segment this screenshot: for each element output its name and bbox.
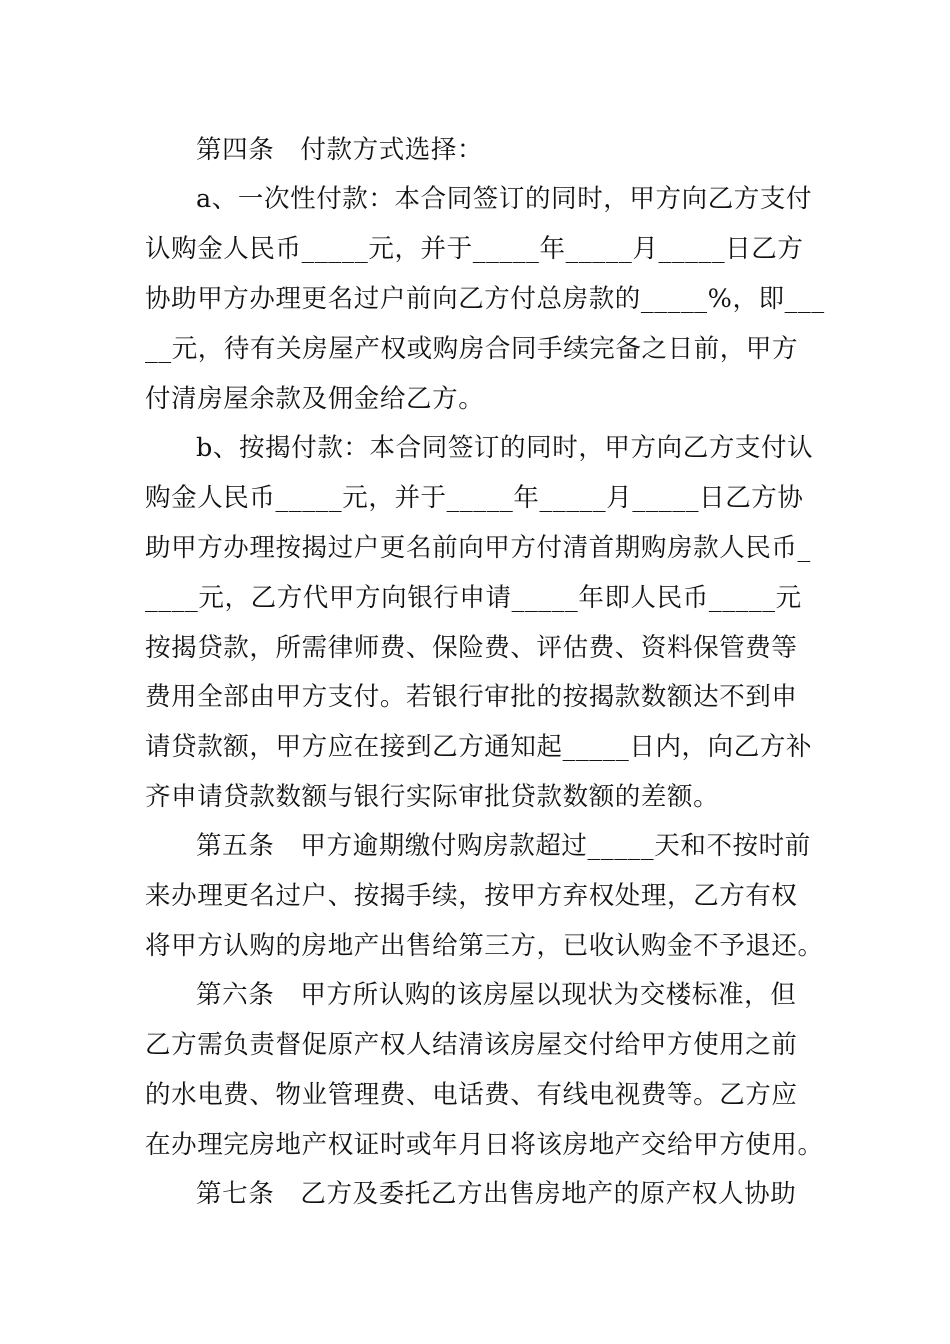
text-line: 认购金人民币_____元，并于_____年_____月_____日乙方 — [145, 234, 804, 264]
article-7-line: 第七条 乙方及委托乙方出售房地产的原产权人协助 — [196, 1179, 797, 1209]
text-line: 乙方需负责督促原产权人结清该房屋交付给甲方使用之前 — [145, 1030, 798, 1060]
text-line: 助甲方办理按揭过户更名前向甲方付清首期购房款人民币_ — [145, 533, 811, 563]
text-line: 付清房屋余款及佣金给乙方。 — [145, 384, 485, 414]
text-line: 费用全部由甲方支付。若银行审批的按揭款数额达不到申 — [145, 682, 798, 712]
text-line: 协助甲方办理更名过户前向乙方付总房款的_____%，即___ — [145, 284, 825, 314]
text-line: 来办理更名过户、按揭手续，按甲方弃权处理，乙方有权 — [145, 881, 798, 911]
text-line: 齐申请贷款数额与银行实际审批贷款数额的差额。 — [145, 782, 720, 812]
text-line: a、一次性付款：本合同签订的同时，甲方向乙方支付 — [196, 184, 813, 214]
text-line: 按揭贷款，所需律师费、保险费、评估费、资料保管费等 — [145, 633, 798, 663]
text-line: ____元，乙方代甲方向银行申请_____年即人民币_____元 — [145, 583, 802, 613]
text-line: 将甲方认购的房地产出售给第三方，已收认购金不予退还。 — [145, 931, 824, 961]
text-line: 购金人民币_____元，并于_____年_____月_____日乙方协 — [145, 483, 804, 513]
text-line: __元，待有关房屋产权或购房合同手续完备之日前，甲方 — [145, 334, 799, 364]
article-5-line: 第五条 甲方逾期缴付购房款超过_____天和不按时前 — [196, 831, 811, 861]
article-6-line: 第六条 甲方所认购的该房屋以现状为交楼标准，但 — [196, 980, 797, 1010]
text-line: 请贷款额，甲方应在接到乙方通知起_____日内，向乙方补 — [145, 732, 813, 762]
text-line: b、按揭付款：本合同签订的同时，甲方向乙方支付认 — [196, 433, 814, 463]
text-line: 在办理完房地产权证时或年月日将该房地产交给甲方使用。 — [145, 1130, 824, 1160]
article-4-heading: 第四条 付款方式选择： — [196, 135, 484, 165]
text-line: 的水电费、物业管理费、电话费、有线电视费等。乙方应 — [145, 1080, 798, 1110]
